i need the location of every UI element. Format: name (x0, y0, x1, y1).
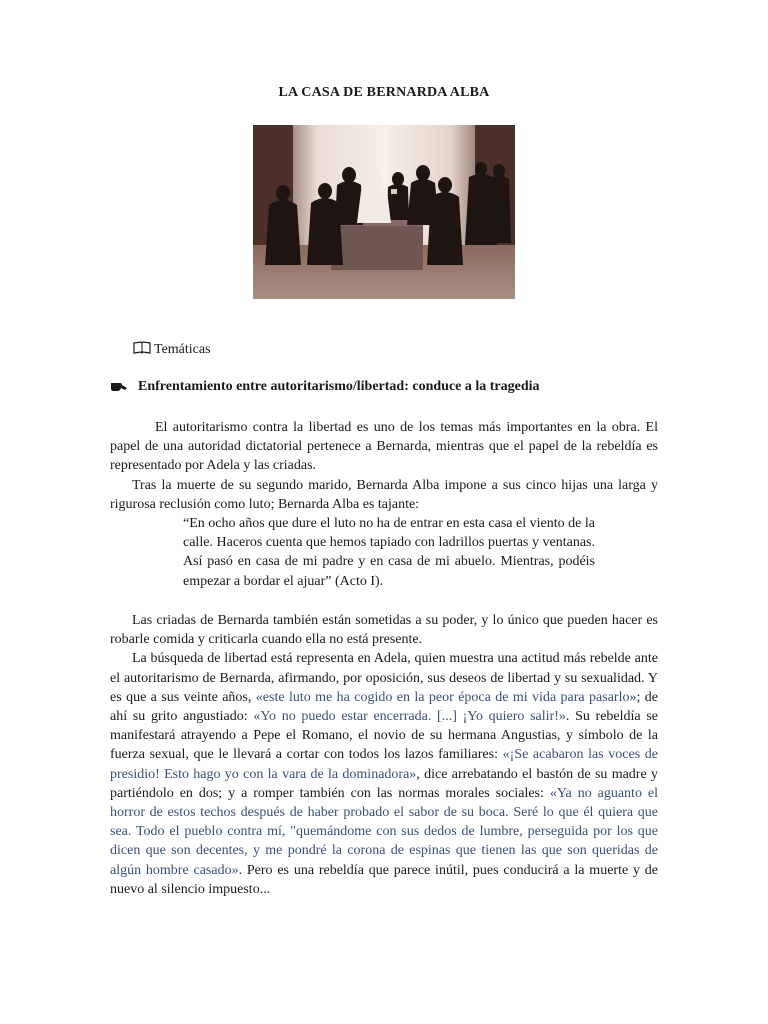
paragraph-intro (110, 418, 658, 514)
quote-adela-2: «Yo no puedo estar encerrada. [...] ¡Yo quiero salir!» (253, 709, 566, 725)
section-label-text: Temáticas (154, 342, 211, 357)
theatre-photo (253, 125, 515, 299)
paragraph-3: Las criadas de Bernarda también están sometidas a su poder, y lo único que pueden hacer es robarle comida y criticarla cuando ella no está presente. (110, 613, 658, 648)
quote-adela-4: «Ya no aguanto el horror de estos techos después de haber probado el sabor de su boca. Seré lo que él quiera que sea. Todo el pueblo contra mí, "quemándome con sus dedos de lumbre, perseguida por los que dicen que son decentes, y me pondré la corona de espinas que tienen las que son queridas de algún hombre casado» (110, 785, 658, 878)
paragraph-4-text-4: , dice arrebatando el bastón de su madre y partiéndolo en dos; y a romper también con las normas morales sociales: (110, 766, 658, 801)
quote-adela-3: «¡Se acabaron las voces de presidio! Esto hago yo con la vara de la dominadora» (110, 747, 658, 782)
pointing-hand-icon (110, 379, 128, 393)
stage-scene-illustration (253, 125, 515, 299)
subheading (110, 379, 540, 395)
paragraph-4 (110, 649, 658, 899)
paragraph-4-text-3: . Su rebeldía se manifestará atrayendo a Pepe el Romano, el novio de su hermana Angustias, y símbolo de la fuerza sexual, que le llevará a cortar con todos los lazos familiares: (110, 709, 658, 763)
open-book-icon (133, 341, 151, 355)
section-label (133, 341, 211, 358)
paragraph-1: El autoritarismo contra la libertad es uno de los temas más importantes en la obra. El papel de una autoridad dictatorial pertenece a Bernarda, mientras que el papel de la rebeldía es representado por Adela y las criadas. (110, 420, 658, 474)
block-quote: “En ocho años que dure el luto no ha de entrar en esta casa el viento de la calle. Haceros cuenta que hemos tapiado con ladrillos puertas y ventanas. Así pasó en casa de mi padre y en casa de mi abuelo. Mientras, podéis empezar a bordar el ajuar” (Acto I). (183, 516, 595, 589)
paragraph-2: Tras la muerte de su segundo marido, Bernarda Alba impone a sus cinco hijas una larga y rigurosa reclusión como luto; Bernarda Alba es tajante: (110, 477, 658, 512)
subheading-text: Enfrentamiento entre autoritarismo/libertad: conduce a la tragedia (138, 379, 540, 394)
paragraph-body (110, 611, 658, 899)
paragraph-4-text-5: . Pero es una rebeldía que parece inútil, pues conducirá a la muerte y de nuevo al silencio impuesto... (110, 862, 658, 897)
quote-adela-1: «este luto me ha cogido en la peor época de mi vida para pasarlo» (255, 689, 637, 705)
paragraph-4-text-1: La búsqueda de libertad está representa en Adela, quien muestra una actitud más rebelde ante el autoritarismo de Bernarda, afirmando, por oposición, sus deseos de libertad y su sexualidad. Y es que a sus veinte años, (110, 651, 658, 705)
paragraph-4-text-2: ; de ahí su grito angustiado: (110, 689, 658, 725)
page-title: LA CASA DE BERNARDA ALBA (278, 85, 490, 100)
